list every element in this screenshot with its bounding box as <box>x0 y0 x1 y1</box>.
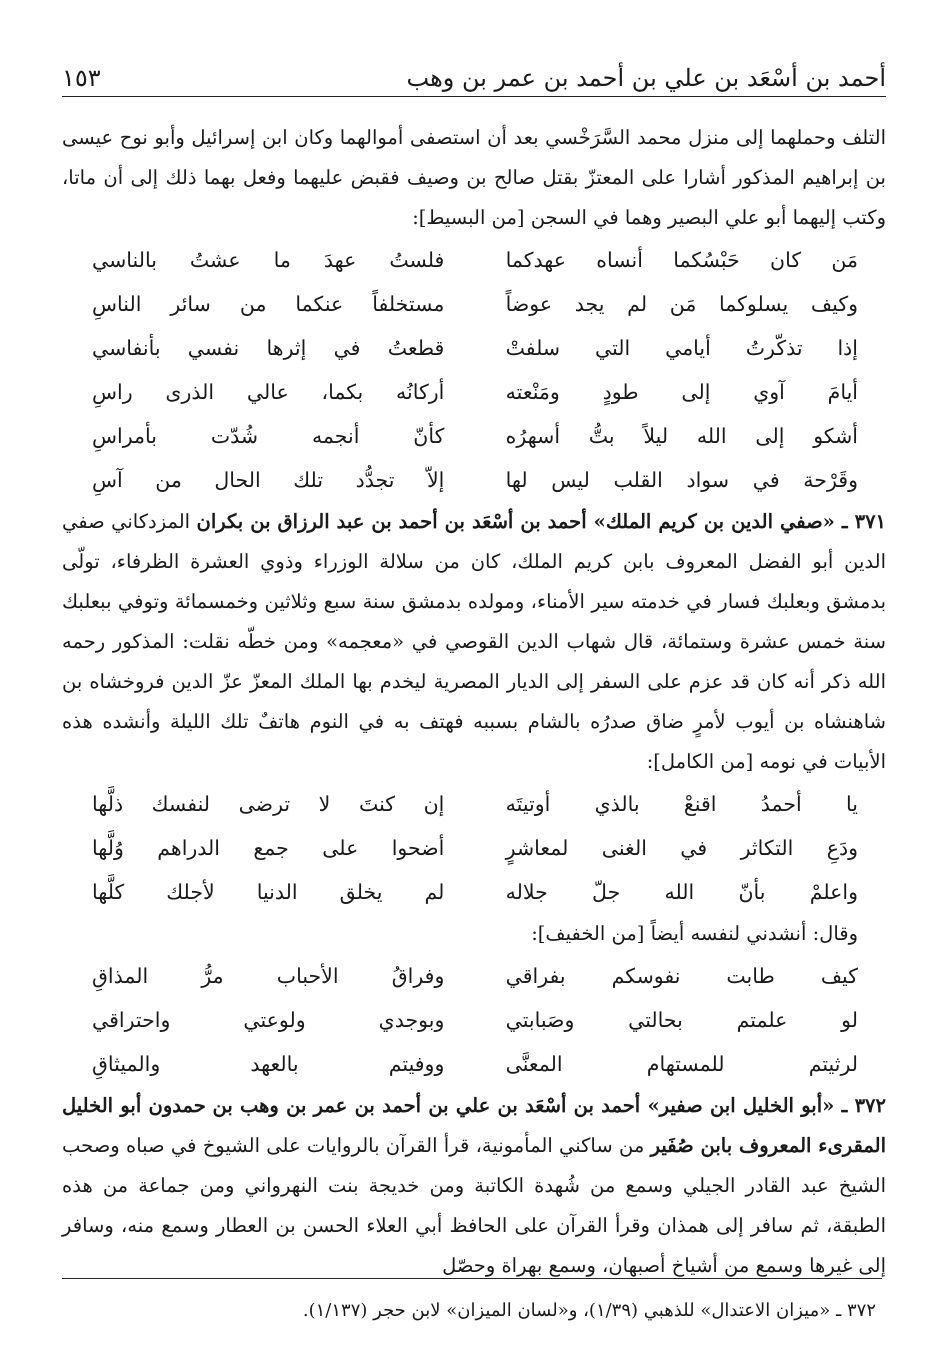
entry-371 <box>62 502 886 782</box>
second-hemistich: وفراقُ الأحباب مرُّ المذاقِ <box>92 964 445 988</box>
poem-2 <box>62 782 886 914</box>
second-hemistich: كأنّ أنجمه شُدّت بأمراسِ <box>92 424 445 448</box>
poem-3 <box>62 954 886 1086</box>
verse-line <box>62 998 886 1042</box>
first-hemistich: لو علمتم بحالتي وصَبابتي <box>505 1008 858 1032</box>
page-number: ١٥٣ <box>62 64 101 92</box>
first-hemistich: وكيف يسلوكما مَن لم يجد عوضاً <box>505 292 858 316</box>
verse-line <box>62 458 886 502</box>
footnote: ٣٧٢ ـ «ميزان الاعتدال» للذهبي (١/٣٩)، و«لسان الميزان» لابن حجر (١/١٣٧). <box>302 1300 876 1321</box>
verse-line <box>62 870 886 914</box>
second-hemistich: إن كنتَ لا ترضى لنفسك ذلَّها <box>92 792 445 816</box>
second-hemistich: وبوجدي ولوعتي واحتراقي <box>92 1008 445 1032</box>
entry-372-text: من ساكني المأمونية، قرأ القرآن بالروايات على الشيوخ في صباه وصحب الشيخ عبد القادر الجيلي وسمع من شُهدة الكاتبة ومن خديجة بنت النهرواني ومن جماعة من هذه الطبقة، ثم سافر إلى همذان وقرأ القرآن على الحافظ أبي العلاء الحسن بن العطار وسمع منه، وسافر إلى غيرها وسمع من أشياخ أصبهان، وسمع بهراة وحصّل <box>62 1134 886 1277</box>
poem-3-intro: وقال: أنشدني لنفسه أيضاً [من الخفيف]: <box>531 922 858 945</box>
entry-372 <box>62 1086 886 1286</box>
page-body <box>62 118 886 1286</box>
running-head <box>62 52 886 97</box>
first-hemistich: أيامَ آوي إلى طودٍ ومَنْعته <box>505 380 858 404</box>
verse-line <box>62 782 886 826</box>
poem-1 <box>62 238 886 502</box>
first-hemistich: وقَرْحة في سواد القلب ليس لها <box>505 468 858 492</box>
entry-372-heading: ٣٧٢ ـ «أبو الخليل ابن صفير» أحمد بن أسْعَد بن علي بن أحمد بن عمر بن وهب بن <box>212 1094 886 1117</box>
intro-paragraph: التلف وحملهما إلى منزل محمد السَّرَخْسي بعد أن استصفى أموالهما وكان ابن إسرائيل وأبو نوح عيسى بن إبراهيم المذكور أشارا على المعتزّ بقتل صالح بن وصيف فقبض عليهما وفعل بهما ذلك إلى أن ماتا، وكتب إليهما أبو علي البصير وهما في السجن [من البسيط]: <box>62 126 886 229</box>
first-hemistich: واعلمْ بأنّ الله جلّ جلاله <box>505 880 858 904</box>
verse-line <box>62 1042 886 1086</box>
running-title: أحمد بن أسْعَد بن علي بن أحمد بن عمر بن وهب <box>406 64 886 92</box>
first-hemistich: لرثيتم للمستهام المعنَّى <box>505 1052 858 1076</box>
entry-371-text: المزدكاني صفي الدين أبو الفضل المعروف بابن كريم الملك، كان من سلالة الوزراء وذوي العشرة الظرفاء، تولّى بدمشق وبعلبك فسار في خدمته سير الأمناء، ومولده بدمشق سنة سبع وثلاثين وخمسمائة وتوفي ببعلبك سنة خمس عشرة وستمائة، قال شهاب الدين القوصي في «معجمه» ومن خطّه نقلت: المذكور رحمه الله ذكر أنه كان قد عزم على السفر إلى الديار المصرية ليخدم بها الملك المعزّ عزّ الدين فروخشاه بن شاهنشاه بن أيوب لأمرٍ ضاق صدرُه بالشام بسببه فهتف به في النوم هاتفٌ تلك الليلة وأنشده هذه الأبيات في نومه [من الكامل]: <box>62 510 886 773</box>
first-hemistich: يا أحمدُ اقنعْ بالذي أوتيتَه <box>505 792 858 816</box>
second-hemistich: أضحوا على جمع الدراهم وُلَّها <box>92 836 445 860</box>
footnote-rule <box>62 1278 882 1279</box>
verse-line <box>62 282 886 326</box>
verse-line <box>62 326 886 370</box>
first-hemistich: ودَعِ التكاثر في الغنى لمعاشرٍ <box>505 836 858 860</box>
verse-line <box>62 238 886 282</box>
second-hemistich: قطعتُ في إثرها نفسي بأنفاسي <box>92 336 445 360</box>
second-hemistich: فلستُ عهدَ ما عشتُ بالناسي <box>92 248 445 272</box>
entry-371-heading: ٣٧١ ـ «صفي الدين بن كريم الملك» أحمد بن أسْعَد بن أحمد بن عبد الرزاق بن بكران <box>196 510 887 533</box>
first-hemistich: مَن كان حَبْسُكما أنساه عهدكما <box>505 248 858 272</box>
second-hemistich: لم يخلق الدنيا لأجلك كلَّها <box>92 880 445 904</box>
second-hemistich: أركانُه بكما، عالي الذرى راسِ <box>92 380 445 404</box>
entry-372-lead: حمدون أبو الخليل المقرىء المعروف بابن صُفَير <box>62 1094 886 1157</box>
verse-line <box>62 414 886 458</box>
first-hemistich: أشكو إلى الله ليلاً بتُّ أسهرُه <box>505 424 858 448</box>
second-hemistich: مستخلفاً عنكما من سائر الناسِ <box>92 292 445 316</box>
first-hemistich: كيف طابت نفوسكم بفراقي <box>505 964 858 988</box>
first-hemistich: إذا تذكّرتُ أيامي التي سلفتْ <box>505 336 858 360</box>
second-hemistich: إلاّ تجدُّد تلك الحال من آسِ <box>92 468 445 492</box>
verse-line <box>62 370 886 414</box>
verse-line <box>62 826 886 870</box>
verse-line <box>62 954 886 998</box>
second-hemistich: ووفيتم بالعهد والميثاقِ <box>92 1052 445 1076</box>
